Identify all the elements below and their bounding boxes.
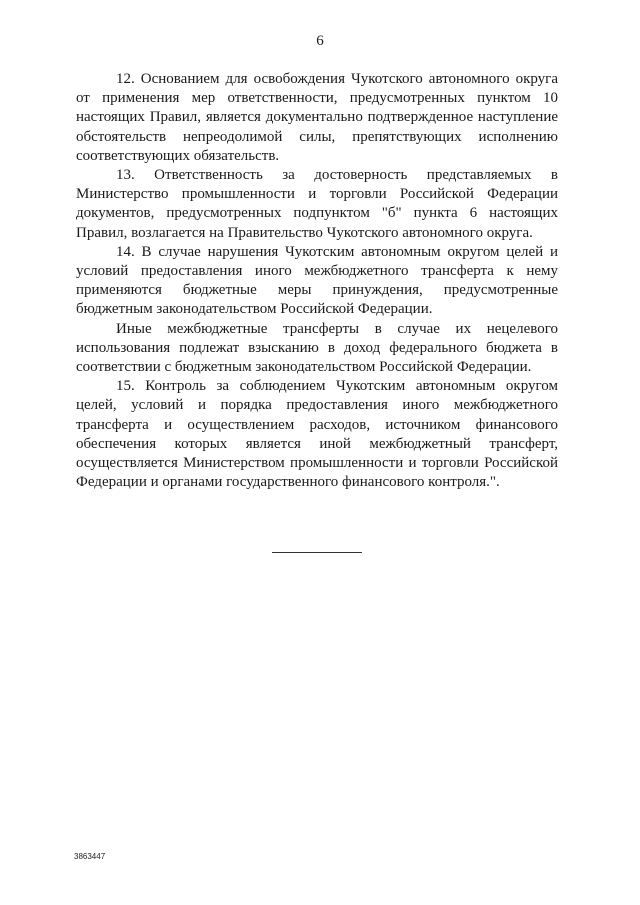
paragraph-13: 13. Ответственность за достоверность представляемых в Министерство промышленности и торговли Российской Федерации документов, предусмотренных подпунктом "б" пункта 6 настоящих Правил, возлагается на Правительство Чукотского автономного округа. — [76, 167, 558, 241]
document-id: 3863447 — [74, 852, 106, 861]
document-body — [76, 70, 558, 492]
page-number: 6 — [316, 33, 324, 49]
end-separator-line — [272, 552, 362, 553]
paragraph-15: 15. Контроль за соблюдением Чукотским автономным округом целей, условий и порядка предоставления иного межбюджетного трансферта и осуществлением расходов, источником финансового обеспечения которых является иной межбюджетный трансферт, осуществляется Министерством промышленности и торговли Российской Федерации и органами государственного финансового контроля.". — [76, 378, 558, 491]
paragraph-14: 14. В случае нарушения Чукотским автономным округом целей и условий предоставления иного межбюджетного трансферта к нему применяются бюджетные меры принуждения, предусмотренные бюджетным законодательством Российской Федерации. — [76, 243, 558, 318]
paragraph-14-continued: Иные межбюджетные трансферты в случае их нецелевого использования подлежат взысканию в доход федерального бюджета в соответствии с бюджетным законодательством Российской Федерации. — [76, 320, 558, 376]
paragraph-12: 12. Основанием для освобождения Чукотского автономного округа от применения мер ответственности, предусмотренных пунктом 10 настоящих Правил, является документально подтвержденное наступление обстоятельств непреодолимой силы, препятствующих исполнению соответствующих обязательств. — [76, 71, 558, 164]
